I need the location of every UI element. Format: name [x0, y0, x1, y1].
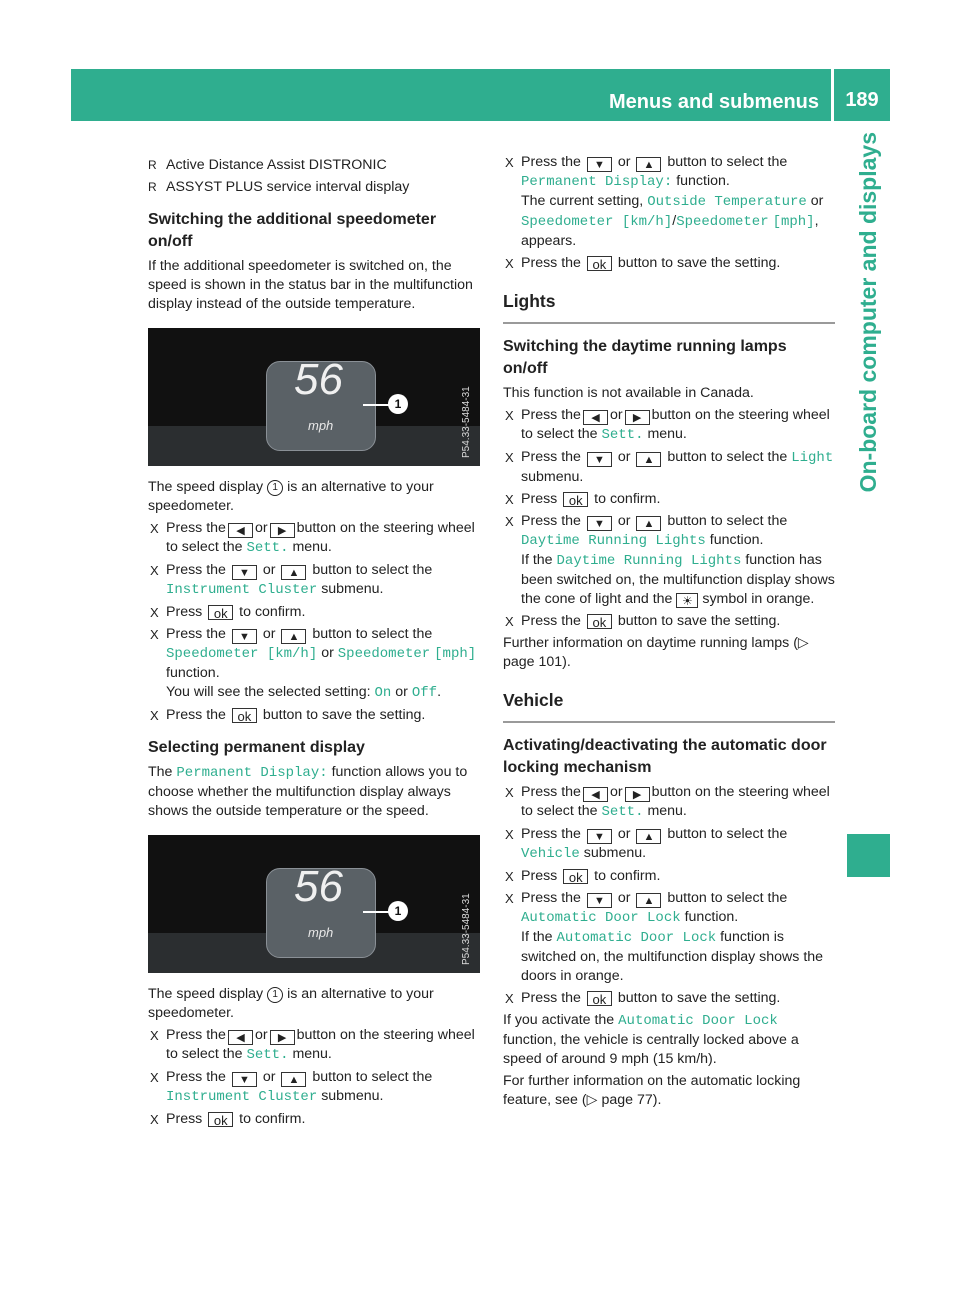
paragraph-text: function allows you to choose whether the multifunction display always shows the outside temperature or the speed.: [148, 764, 468, 819]
function-name: Permanent Display:: [176, 765, 328, 781]
up-button-icon: ▲: [281, 565, 306, 580]
setting-name: [mph]: [772, 214, 815, 230]
step-text: Press the: [521, 990, 581, 1006]
step-marker: X: [150, 1112, 159, 1127]
bullet-marker: R: [148, 180, 157, 194]
step-text: button on the steering wheel to select the: [521, 407, 830, 442]
step: [148, 706, 483, 725]
step-text: Press the: [521, 890, 581, 906]
step-text: Press the: [521, 154, 581, 170]
menu-name: Sett.: [601, 427, 644, 443]
step: [503, 867, 835, 886]
step-marker: X: [150, 708, 159, 723]
step-text: menu.: [647, 426, 687, 442]
paragraph-text: page 77).: [601, 1092, 662, 1108]
step-marker: X: [150, 605, 159, 620]
step-text: button to select the: [667, 890, 788, 906]
step: [503, 989, 835, 1008]
step-marker: X: [505, 785, 514, 800]
step-text: button to save the setting.: [617, 990, 781, 1006]
step-marker: X: [505, 827, 514, 842]
side-tab-label: On-board computer and displays: [855, 132, 881, 493]
step-text: menu.: [292, 539, 332, 555]
step-marker: X: [150, 627, 159, 642]
submenu-name: Light: [791, 450, 834, 466]
step-text: button to select the: [667, 154, 788, 170]
step-text: Press: [166, 1111, 203, 1127]
left-button-icon: ◀: [583, 787, 608, 802]
figure-code-wrap: [461, 855, 476, 965]
step-text: or: [254, 1027, 268, 1043]
step-text: menu.: [647, 803, 687, 819]
step-text: submenu.: [321, 1088, 384, 1104]
step-text: or: [609, 784, 623, 800]
step-text: or: [617, 890, 631, 906]
ok-button-icon: ok: [563, 492, 588, 507]
step-text: or: [617, 826, 631, 842]
submenu-name: Instrument Cluster: [166, 1089, 318, 1105]
header-title: Menus and submenus: [608, 91, 819, 113]
step-marker: X: [505, 492, 514, 507]
callout-line: [363, 404, 389, 406]
caption-text: is an alternative to your speedometer.: [148, 986, 434, 1021]
function-name: Permanent Display:: [521, 174, 673, 190]
down-button-icon: ▼: [587, 516, 612, 531]
page-ref-arrow-icon: ▷: [586, 1092, 598, 1108]
step-text: to confirm.: [239, 604, 306, 620]
left-button-icon: ◀: [228, 523, 253, 538]
bullet-text: ASSYST PLUS service interval display: [166, 179, 410, 195]
bullet-item: [148, 156, 483, 175]
chapter-heading-vehicle: Vehicle: [503, 688, 835, 723]
step: [503, 512, 835, 609]
speed-unit: mph: [308, 418, 334, 433]
right-column: [503, 153, 835, 1113]
callout-marker: 1: [388, 901, 408, 921]
step-text: Press the: [166, 562, 226, 578]
step-text: function.: [709, 532, 764, 548]
up-button-icon: ▲: [636, 452, 661, 467]
speed-unit: mph: [308, 925, 334, 940]
bullet-marker: R: [148, 158, 157, 172]
step-text: or: [395, 684, 408, 700]
page-ref-arrow-icon: ▷: [797, 635, 809, 651]
ok-button-icon: ok: [563, 869, 588, 884]
step-marker: X: [505, 514, 514, 529]
step-text: Press the: [521, 513, 581, 529]
caption-text: The speed display: [148, 479, 264, 495]
paragraph: If the additional speedometer is switched on, the speed is shown in the status bar in the multifunction display instead of the outside temperature.: [148, 258, 473, 312]
step-text: function.: [166, 665, 220, 681]
down-button-icon: ▼: [587, 893, 612, 908]
down-button-icon: ▼: [587, 157, 612, 172]
step: [148, 519, 483, 558]
step-text: function.: [684, 909, 739, 925]
step-text: or: [617, 449, 631, 465]
function-name: Automatic Door Lock: [556, 930, 717, 946]
step: [148, 603, 483, 622]
step-text: If the: [521, 552, 553, 568]
paragraph-text: Further information on daytime running lamps (: [503, 635, 798, 651]
step-text: button on the steering wheel to select the: [166, 1027, 475, 1062]
step-marker: X: [150, 1028, 159, 1043]
ok-button-icon: ok: [587, 256, 612, 271]
step-text: or: [262, 562, 276, 578]
step-text: , appears.: [521, 213, 819, 249]
step-text: Press: [166, 604, 203, 620]
menu-name: Sett.: [246, 1047, 289, 1063]
caption: [148, 478, 483, 516]
step-text: .: [437, 684, 442, 700]
down-button-icon: ▼: [587, 829, 612, 844]
light-cone-icon: ☀: [676, 593, 698, 608]
right-button-icon: ▶: [270, 523, 295, 538]
step-text: You will see the selected setting:: [166, 684, 371, 700]
step: [503, 448, 835, 487]
step-text: button to save the setting.: [617, 255, 781, 271]
step-text: button to select the: [312, 1069, 433, 1085]
up-button-icon: ▲: [636, 516, 661, 531]
ok-button-icon: ok: [232, 708, 257, 723]
step-text: or: [617, 513, 631, 529]
step-marker: X: [150, 563, 159, 578]
step-text: button on the steering wheel to select the: [166, 520, 475, 555]
step-text: or: [254, 520, 268, 536]
up-button-icon: ▲: [281, 1072, 306, 1087]
function-name: Speedometer [km/h]: [166, 646, 318, 662]
function-name: Daytime Running Lights: [521, 533, 706, 549]
step-text: button to select the: [312, 626, 433, 642]
step-marker: X: [150, 1070, 159, 1085]
caption: [148, 985, 483, 1023]
setting-name: Speedometer: [676, 214, 769, 230]
up-button-icon: ▲: [636, 829, 661, 844]
step-text: button to select the: [667, 826, 788, 842]
ref-1-icon: 1: [267, 480, 283, 496]
speed-display-figure: [148, 835, 480, 973]
step-text: Press the: [166, 1027, 226, 1043]
ok-button-icon: ok: [587, 614, 612, 629]
menu-name: Sett.: [246, 540, 289, 556]
speed-value: 56: [294, 862, 343, 911]
left-button-icon: ◀: [228, 1030, 253, 1045]
paragraph: This function is not available in Canada.: [503, 385, 754, 401]
step-text: or: [262, 1069, 276, 1085]
step-marker: X: [505, 450, 514, 465]
figure-code: P54.33-5484-31: [461, 386, 472, 458]
menu-name: Sett.: [601, 804, 644, 820]
step-text: submenu.: [321, 581, 384, 597]
step-text: button to select the: [667, 513, 788, 529]
paragraph-text: function, the vehicle is centrally locked above a speed of around 9 mph (15 km/h).: [503, 1032, 799, 1067]
setting-name: Outside Temperature: [647, 194, 807, 210]
step-text: button on the steering wheel to select the: [521, 784, 830, 819]
callout-marker: 1: [388, 394, 408, 414]
step-text: Press the: [521, 613, 581, 629]
step-marker: X: [505, 869, 514, 884]
right-button-icon: ▶: [625, 787, 650, 802]
setting-off: Off: [411, 685, 438, 701]
figure-code: P54.33-5484-31: [461, 893, 472, 965]
setting-name: Speedometer [km/h]: [521, 214, 673, 230]
speed-display-figure: [148, 328, 480, 466]
function-name: Automatic Door Lock: [521, 910, 681, 926]
step: [503, 612, 835, 631]
step: [503, 825, 835, 864]
step-text: Press the: [166, 707, 226, 723]
step-marker: X: [150, 521, 159, 536]
section-heading-doorlock: Activating/deactivating the automatic door locking mechanism: [503, 737, 827, 776]
step: [503, 406, 835, 445]
section-heading-daytime: Switching the daytime running lamps on/off: [503, 338, 787, 377]
function-name: Daytime Running Lights: [556, 553, 742, 569]
ok-button-icon: ok: [208, 605, 233, 620]
step: [148, 625, 483, 703]
step-text: symbol in orange.: [702, 591, 815, 607]
step-text: Press the: [166, 626, 226, 642]
caption-text: is an alternative to your speedometer.: [148, 479, 434, 514]
step-text: If the: [521, 929, 553, 945]
paragraph: [503, 1011, 835, 1069]
page-number: 189: [834, 69, 890, 121]
up-button-icon: ▲: [281, 629, 306, 644]
ok-button-icon: ok: [208, 1112, 233, 1127]
section-heading-permanent: Selecting permanent display: [148, 739, 365, 756]
step-text: to confirm.: [594, 868, 661, 884]
step: [503, 783, 835, 822]
paragraph-text: page 101).: [503, 654, 571, 670]
step-text: Press the: [521, 255, 581, 271]
right-button-icon: ▶: [625, 410, 650, 425]
step: [148, 561, 483, 600]
step-text: function has been switched on, the multifunction display shows the cone of light and the: [521, 552, 835, 607]
step-text: function.: [676, 173, 730, 189]
step-text: button to save the setting.: [617, 613, 781, 629]
paragraph: [503, 634, 835, 672]
step: [503, 153, 835, 251]
down-button-icon: ▼: [232, 1072, 257, 1087]
submenu-name: Instrument Cluster: [166, 582, 318, 598]
step-text: Press the: [521, 449, 581, 465]
ok-button-icon: ok: [587, 991, 612, 1006]
bullet-text: Active Distance Assist DISTRONIC: [166, 157, 387, 173]
paragraph-text: The: [148, 764, 173, 780]
function-name: Automatic Door Lock: [618, 1013, 778, 1029]
step-text: or: [617, 154, 631, 170]
bullet-item: [148, 178, 483, 197]
step-text: button to select the: [667, 449, 788, 465]
page-header: [71, 69, 839, 121]
step-marker: X: [505, 155, 514, 170]
down-button-icon: ▼: [232, 629, 257, 644]
step: [148, 1068, 483, 1107]
step: [503, 490, 835, 509]
paragraph-text: If you activate the: [503, 1012, 615, 1028]
chapter-heading-lights: Lights: [503, 289, 835, 324]
step-marker: X: [505, 991, 514, 1006]
callout-line: [363, 911, 389, 913]
step-text: Press the: [166, 520, 226, 536]
figure-code-wrap: [461, 348, 476, 458]
step-text: Press: [521, 491, 558, 507]
caption-text: The speed display: [148, 986, 264, 1002]
step-text: function is switched on, the multifunction display shows the doors in orange.: [521, 929, 824, 984]
step-text: Press the: [521, 784, 581, 800]
step-text: Press: [521, 868, 558, 884]
step: [503, 889, 835, 986]
step-text: or: [810, 193, 824, 209]
step: [503, 254, 835, 273]
step: [148, 1110, 483, 1129]
up-button-icon: ▲: [636, 893, 661, 908]
step-text: or: [321, 645, 334, 661]
step-text: menu.: [292, 1046, 332, 1062]
step-text: button to save the setting.: [262, 707, 426, 723]
step-text: Press the: [166, 1069, 226, 1085]
paragraph-text: For further information on the automatic locking feature, see (: [503, 1073, 801, 1108]
step-marker: X: [505, 614, 514, 629]
down-button-icon: ▼: [587, 452, 612, 467]
step-text: button to select the: [312, 562, 433, 578]
step-text: Press the: [521, 826, 581, 842]
step-text: or: [609, 407, 623, 423]
step-text: to confirm.: [239, 1111, 306, 1127]
ref-1-icon: 1: [267, 987, 283, 1003]
step-marker: X: [505, 256, 514, 271]
left-button-icon: ◀: [583, 410, 608, 425]
speed-value: 56: [294, 355, 343, 404]
right-button-icon: ▶: [270, 1030, 295, 1045]
submenu-name: Vehicle: [521, 846, 580, 862]
step-text: submenu.: [521, 469, 584, 485]
function-name: [mph]: [434, 646, 477, 662]
step-text: or: [262, 626, 276, 642]
side-tab: [847, 132, 890, 824]
left-column: [148, 153, 483, 1132]
step-marker: X: [505, 891, 514, 906]
step: [148, 1026, 483, 1065]
down-button-icon: ▼: [232, 565, 257, 580]
up-button-icon: ▲: [636, 157, 661, 172]
step-text: to confirm.: [594, 491, 661, 507]
setting-on: On: [374, 685, 392, 701]
side-tab-block: [847, 834, 890, 877]
step-text: The current setting,: [521, 193, 644, 209]
step-text: Press the: [521, 407, 581, 423]
section-heading-speedometer: Switching the additional speedometer on/off: [148, 211, 437, 250]
paragraph: [503, 1072, 835, 1110]
function-name: Speedometer: [337, 646, 431, 662]
step-text: submenu.: [583, 845, 647, 861]
step-text: /: [672, 213, 677, 229]
step-marker: X: [505, 408, 514, 423]
paragraph: [148, 763, 483, 821]
